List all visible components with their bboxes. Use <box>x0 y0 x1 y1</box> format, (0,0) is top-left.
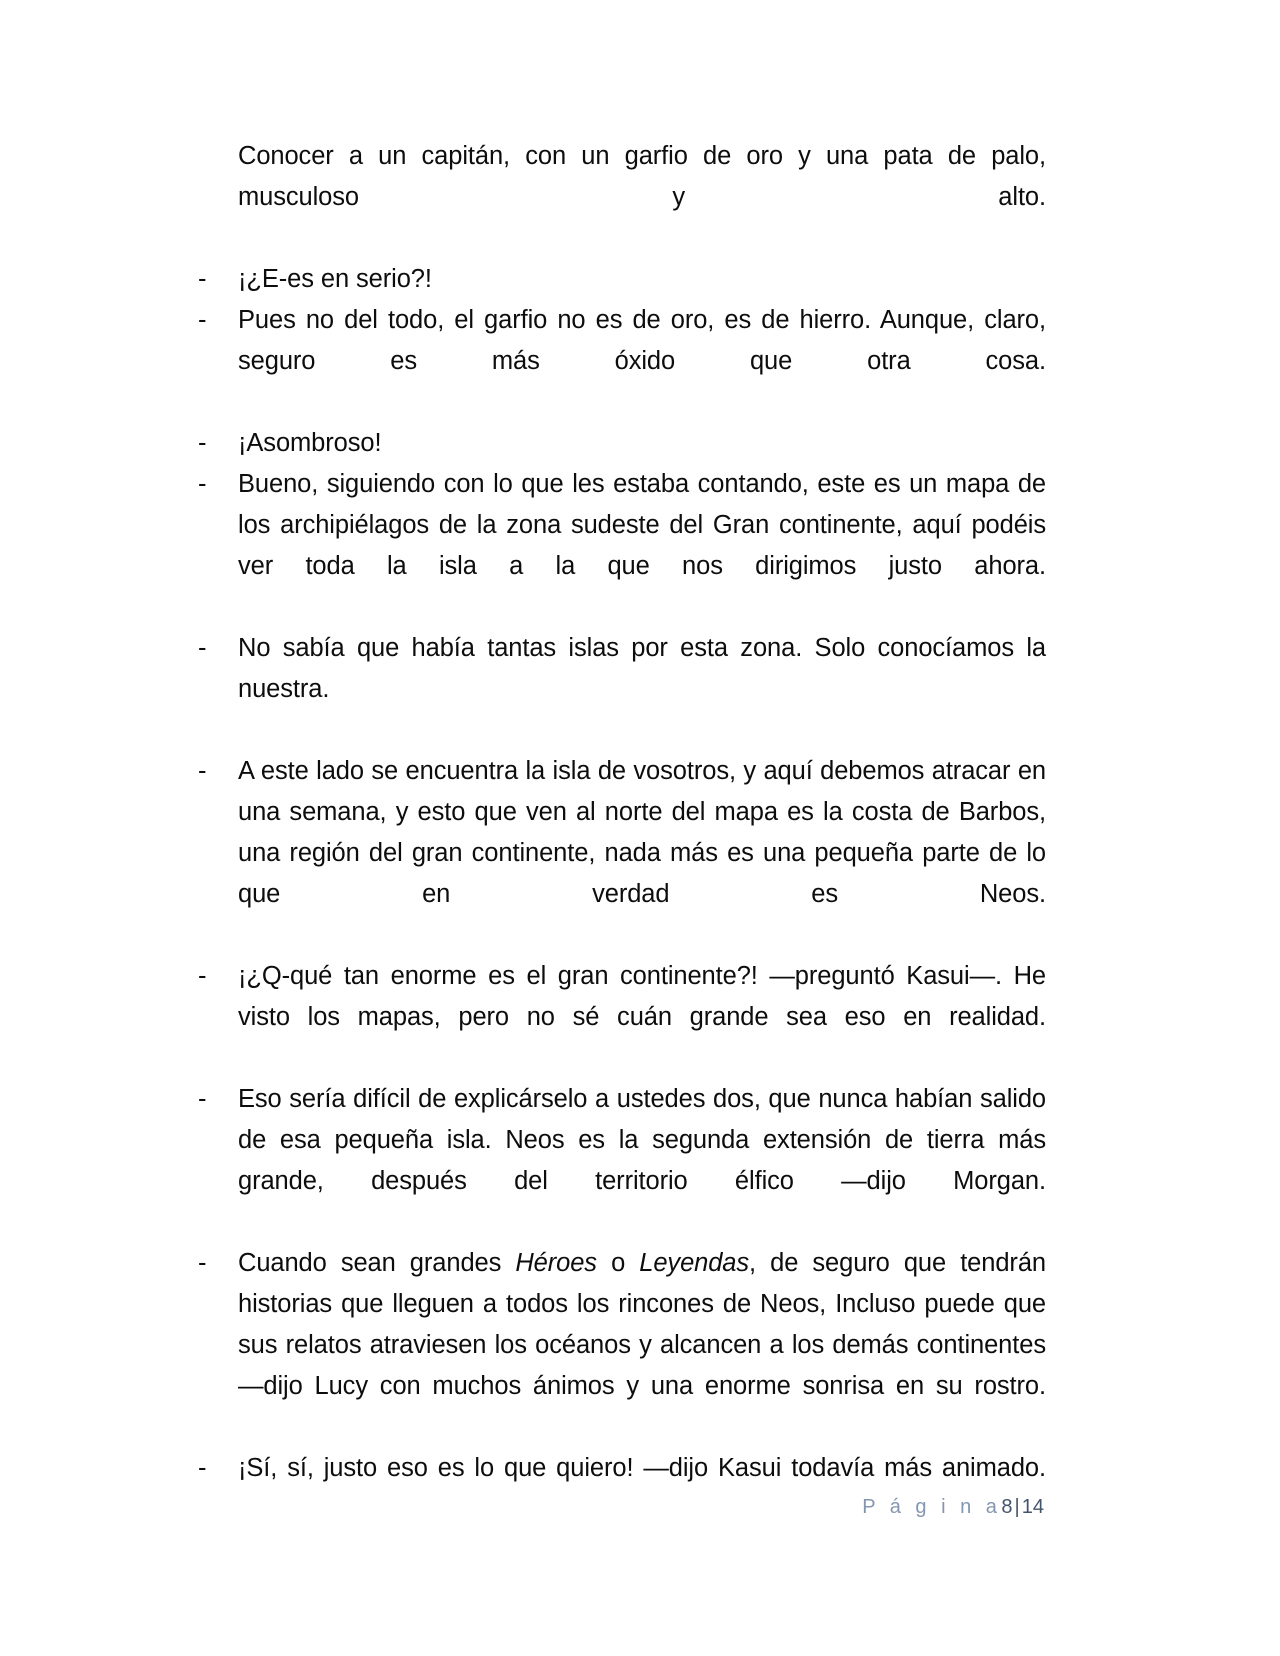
list-dash-marker: - <box>198 757 207 785</box>
dialogue-line <box>196 751 1046 956</box>
dialogue-text <box>238 628 1046 751</box>
text-run: ¡Asombroso! <box>238 429 382 457</box>
dialogue-line <box>196 956 1046 1079</box>
footer-current-page: 8 <box>1001 1496 1013 1518</box>
dialogue-text <box>238 300 1046 423</box>
dialogue-line <box>196 1079 1046 1243</box>
dialogue-text <box>238 423 1046 464</box>
dialogue-text <box>238 1079 1046 1243</box>
list-dash-marker: - <box>198 634 207 662</box>
text-run: Eso sería difícil de explicárselo a ustedes dos, que nunca habían salido de esa pequeña isla. Neos es la segunda extensión de tierra más grande, después del territorio élfico —dijo Morgan. <box>238 1085 1046 1195</box>
text-run: A este lado se encuentra la isla de vosotros, y aquí debemos atracar en una semana, y esto que ven al norte del mapa es la costa de Barbos, una región del gran continente, nada más es una pequeña parte de lo que en verdad es Neos. <box>238 757 1046 908</box>
text-run: ¡Sí, sí, justo eso es lo que quiero! —dijo Kasui todavía más animado. <box>238 1454 1046 1482</box>
text-run: Cuando sean grandes <box>238 1249 516 1277</box>
list-dash-marker: - <box>198 1454 207 1482</box>
dialogue-line <box>196 136 1046 259</box>
list-dash-marker: - <box>198 1085 207 1113</box>
text-run: ¡¿Q-qué tan enorme es el gran continente?! —preguntó Kasui—. He visto los mapas, pero no sé cuán grande sea eso en realidad. <box>238 962 1046 1031</box>
emphasis-text: Héroes <box>515 1249 597 1277</box>
dialogue-text <box>238 464 1046 628</box>
list-dash-marker: - <box>198 962 207 990</box>
dialogue-line <box>196 628 1046 751</box>
page-footer <box>0 1494 1280 1520</box>
document-body <box>196 136 1046 1530</box>
text-run: o <box>596 1249 640 1277</box>
text-run: Bueno, siguiendo con lo que les estaba contando, este es un mapa de los archipiélagos de la zona sudeste del Gran continente, aquí podéis ver toda la isla a la que nos dirigimos justo ahora. <box>238 470 1046 580</box>
dialogue-text <box>238 259 1046 300</box>
text-run: No sabía que había tantas islas por esta zona. Solo conocíamos la nuestra. <box>238 634 1046 703</box>
text-run: Pues no del todo, el garfio no es de oro, es de hierro. Aunque, claro, seguro es más óxido que otra cosa. <box>238 306 1046 375</box>
text-run: , de seguro que tendrán historias que lleguen a todos los rincones de Neos, Incluso puede que sus relatos atraviesen los océanos y alcancen a los demás continentes —dijo Lucy con muchos ánimos y una enorme sonrisa en su rostro. <box>238 1249 1046 1400</box>
footer-total-pages: 14 <box>1021 1496 1044 1518</box>
list-dash-marker: - <box>198 1249 207 1277</box>
dialogue-text <box>238 751 1046 956</box>
dialogue-text <box>238 1243 1046 1448</box>
footer-separator: | <box>1014 1496 1020 1518</box>
list-dash-marker: - <box>198 306 207 334</box>
list-dash-marker: - <box>198 265 207 293</box>
dialogue-line <box>196 464 1046 628</box>
footer-page-label: P á g i n a <box>862 1496 1002 1518</box>
text-run: ¡¿E-es en serio?! <box>238 265 432 293</box>
dialogue-line <box>196 1243 1046 1448</box>
dialogue-line <box>196 300 1046 423</box>
emphasis-text: Leyendas <box>639 1249 750 1277</box>
dialogue-text <box>238 136 1046 259</box>
list-dash-marker: - <box>198 470 207 498</box>
list-dash-marker: - <box>198 429 207 457</box>
dialogue-text <box>238 956 1046 1079</box>
dialogue-line <box>196 423 1046 464</box>
dialogue-line <box>196 259 1046 300</box>
text-run: Conocer a un capitán, con un garfio de oro y una pata de palo, musculoso y alto. <box>238 142 1046 211</box>
